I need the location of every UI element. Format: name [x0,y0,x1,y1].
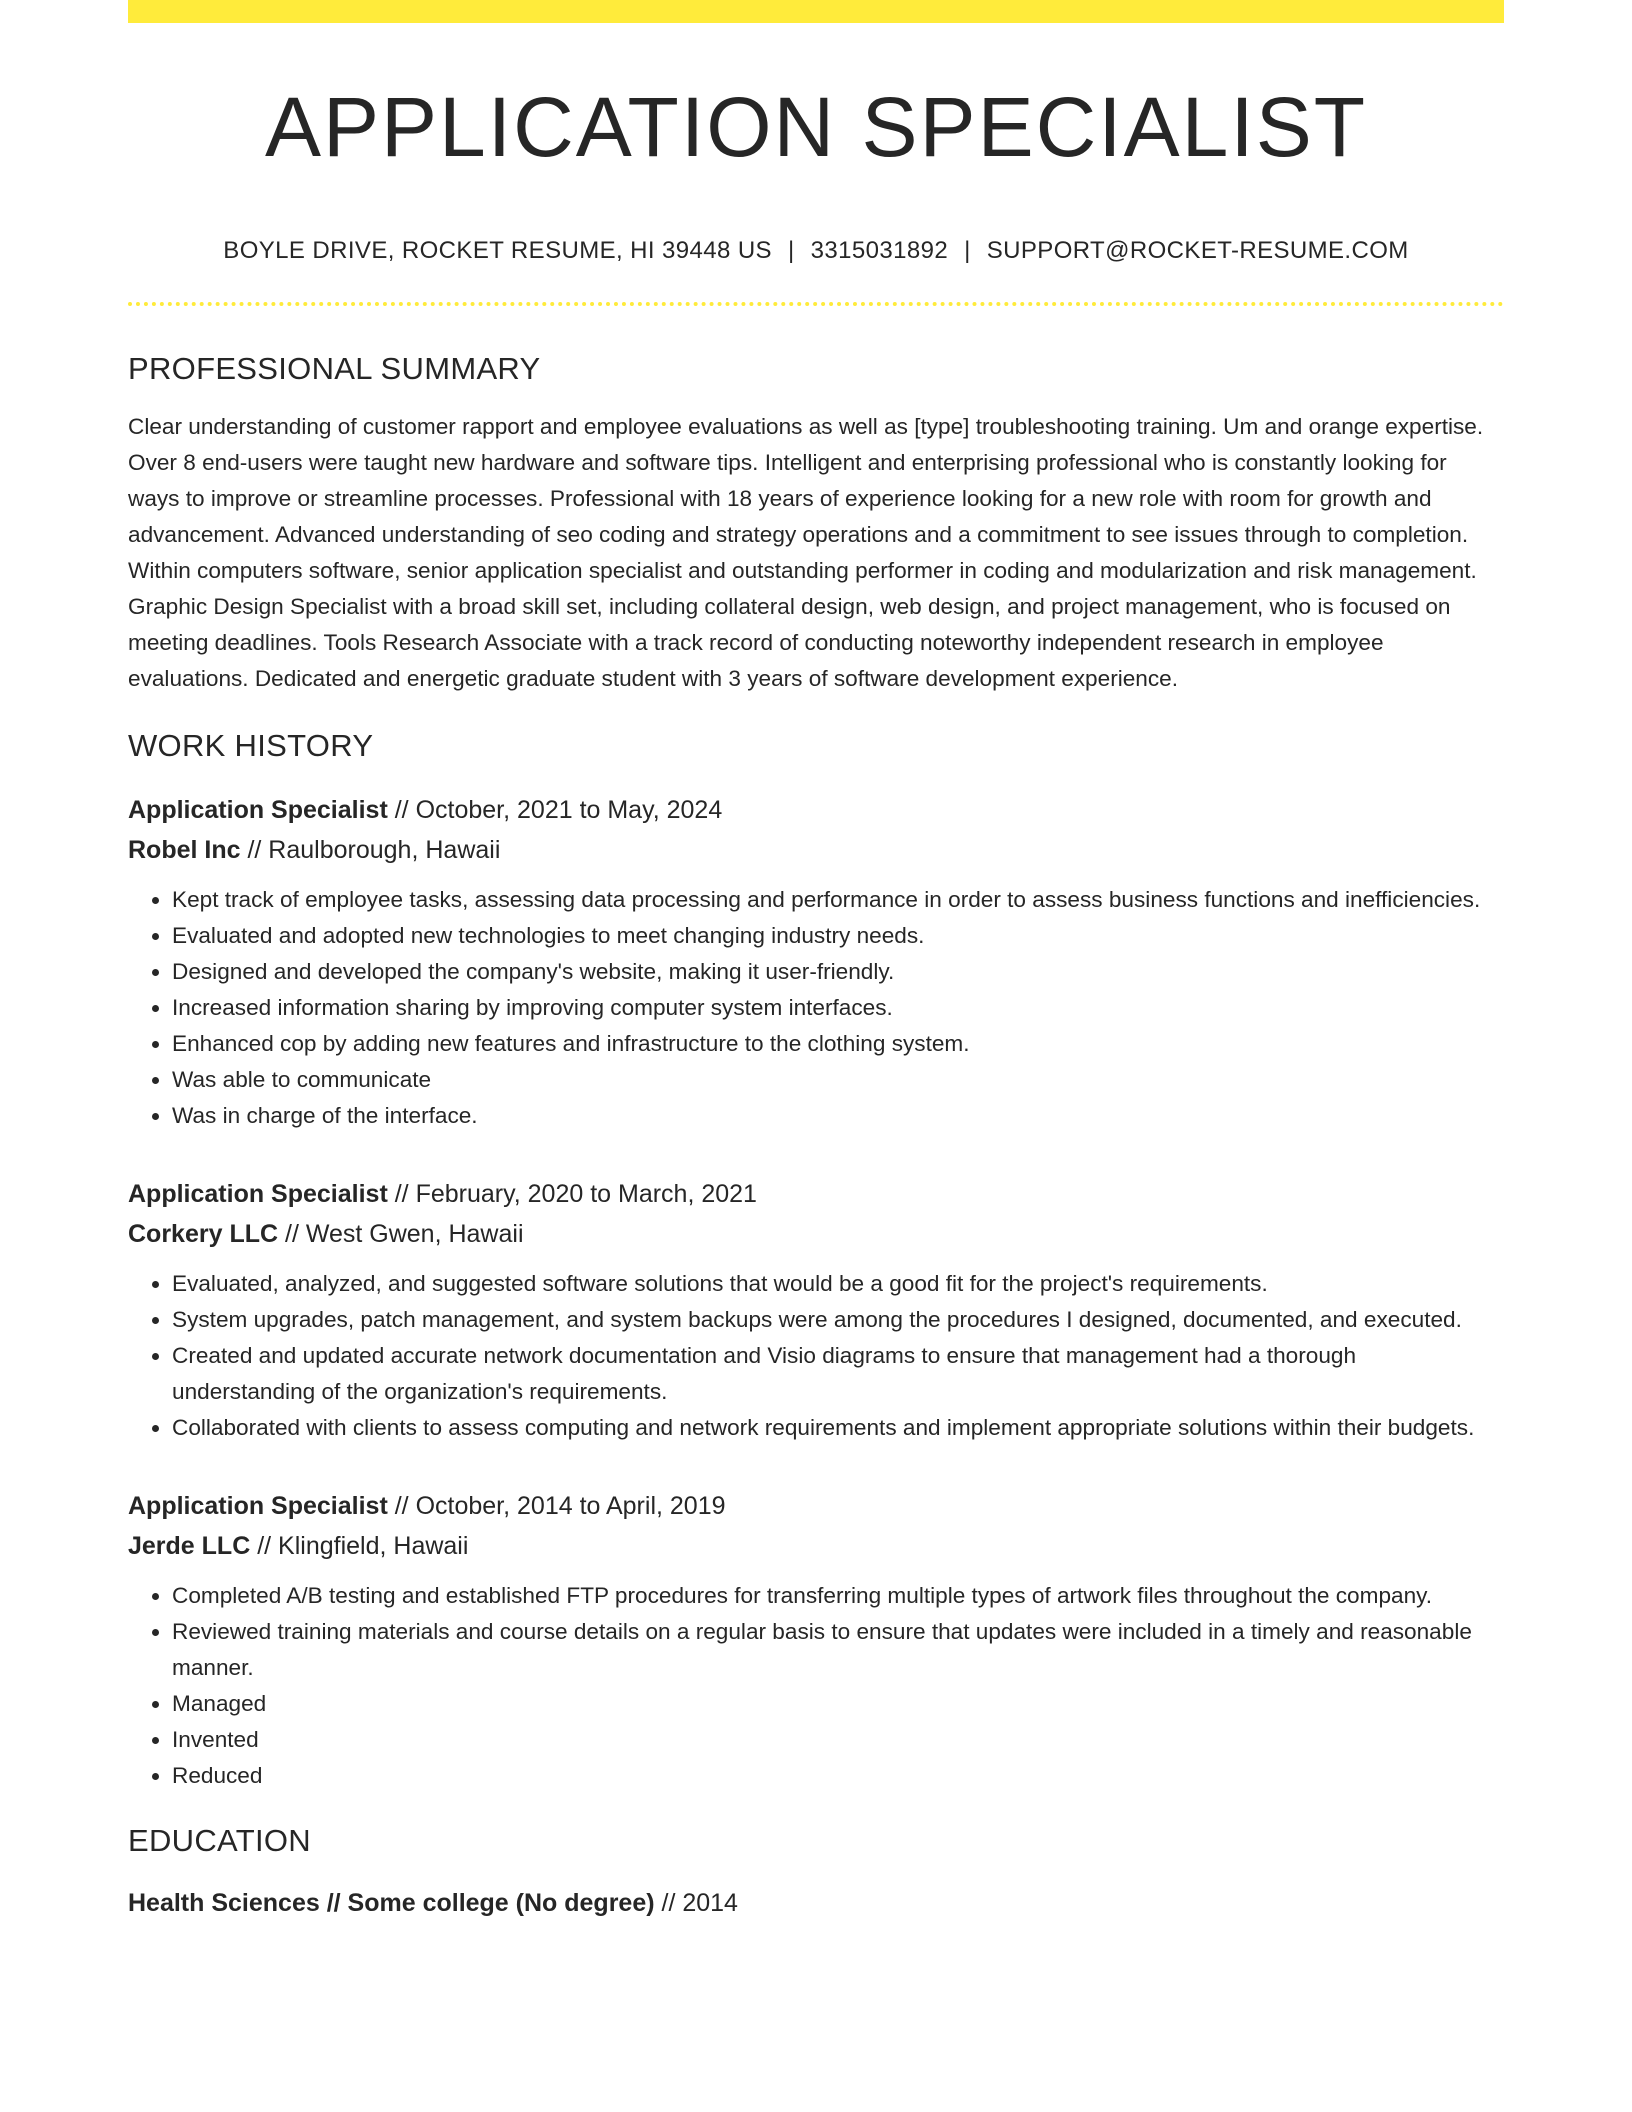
resume-page [128,0,1504,1923]
job-company-line [128,1526,1504,1566]
bullet-item: • Managed [172,1686,1504,1722]
bullet-item: • Completed A/B testing and established FTP procedures for transferring multiple types of artwork files throughout the company. [172,1578,1504,1614]
job-location: // Klingfield, Hawaii [250,1532,469,1561]
bullet-item: • System upgrades, patch management, and system backups were among the procedures I designed, documented, and executed. [172,1302,1504,1338]
education-entry [128,1883,1504,1923]
contact-email: SUPPORT@ROCKET-RESUME.COM [986,237,1409,264]
work-history-heading: WORK HISTORY [128,727,374,763]
bullet-item: • Invented [172,1722,1504,1758]
job-company-line [128,830,1504,870]
job-entry [128,1174,1504,1446]
contact-phone: 3315031892 [810,237,949,264]
job-company-line [128,1214,1504,1254]
job-role: Application Specialist [128,796,388,825]
job-bullets [128,1266,1504,1446]
job-location: // West Gwen, Hawaii [278,1220,524,1249]
job-dates: // February, 2020 to March, 2021 [387,1180,757,1209]
job-company: Robel Inc [128,836,241,865]
bullet-item: • Created and updated accurate network documentation and Visio diagrams to ensure that management had a thorough understanding of the organization's requirements. [172,1338,1504,1410]
education-degree: Health Sciences // Some college (No degree) [128,1889,655,1918]
contact-separator: | [964,237,971,264]
job-company: Corkery LLC [128,1220,279,1249]
job-entry [128,790,1504,1134]
top-accent-bar [128,0,1504,23]
bullet-item: • Designed and developed the company's website, making it user-friendly. [172,954,1504,990]
job-entry [128,1486,1504,1794]
job-title-line [128,1174,1504,1214]
bullet-item: • Was in charge of the interface. [172,1098,1504,1134]
job-role: Application Specialist [128,1492,388,1521]
job-dates: // October, 2021 to May, 2024 [387,796,723,825]
dotted-divider [128,302,1504,306]
contact-address: BOYLE DRIVE, ROCKET RESUME, HI 39448 US [223,237,772,264]
bullet-item: • Was able to communicate [172,1062,1504,1098]
job-role: Application Specialist [128,1180,388,1209]
bullet-item: • Evaluated, analyzed, and suggested software solutions that would be a good fit for the project's requirements. [172,1266,1504,1302]
bullet-item: • Reduced [172,1758,1504,1794]
job-location: // Raulborough, Hawaii [240,836,501,865]
contact-line [128,237,1504,266]
bullet-item: • Evaluated and adopted new technologies to meet changing industry needs. [172,918,1504,954]
job-dates: // October, 2014 to April, 2019 [387,1492,726,1521]
job-title-line [128,790,1504,830]
bullet-item: • Kept track of employee tasks, assessing data processing and performance in order to assess business functions and inefficiencies. [172,882,1504,918]
bullet-item: • Enhanced cop by adding new features and infrastructure to the clothing system. [172,1026,1504,1062]
summary-heading: PROFESSIONAL SUMMARY [128,350,541,386]
contact-separator: | [787,237,795,264]
job-bullets [128,1578,1504,1794]
job-company: Jerde LLC [128,1532,251,1561]
bullet-item: • Reviewed training materials and course details on a regular basis to ensure that updates were included in a timely and reasonable manner. [172,1614,1504,1686]
summary-text: Clear understanding of customer rapport and employee evaluations as well as [type] troubleshooting training. Um and orange expertise. Over 8 end-users were taught new hardware and software tips. Intelligent and enterprising professional who is constantly looking for ways to improve or streamline processes. Professional with 18 years of experience looking for a new role with room for growth and advancement. Advanced understanding of seo coding and strategy operations and a commitment to see issues through to completion. Within computers software, senior application specialist and outstanding performer in coding and modularization and risk management. Graphic Design Specialist with a broad skill set, including collateral design, web design, and project management, who is focused on meeting deadlines. Tools Research Associate with a track record of conducting noteworthy independent research in employee evaluations. Dedicated and energetic graduate student with 3 years of software development experience. [128,413,1484,691]
bullet-item: • Increased information sharing by improving computer system interfaces. [172,990,1504,1026]
bullet-item: • Collaborated with clients to assess computing and network requirements and implement appropriate solutions within their budgets. [172,1410,1504,1446]
job-bullets [128,882,1504,1134]
resume-name: APPLICATION SPECIALIST [264,80,1368,174]
education-year: // 2014 [654,1889,738,1918]
job-title-line [128,1486,1504,1526]
education-heading: EDUCATION [128,1823,311,1859]
